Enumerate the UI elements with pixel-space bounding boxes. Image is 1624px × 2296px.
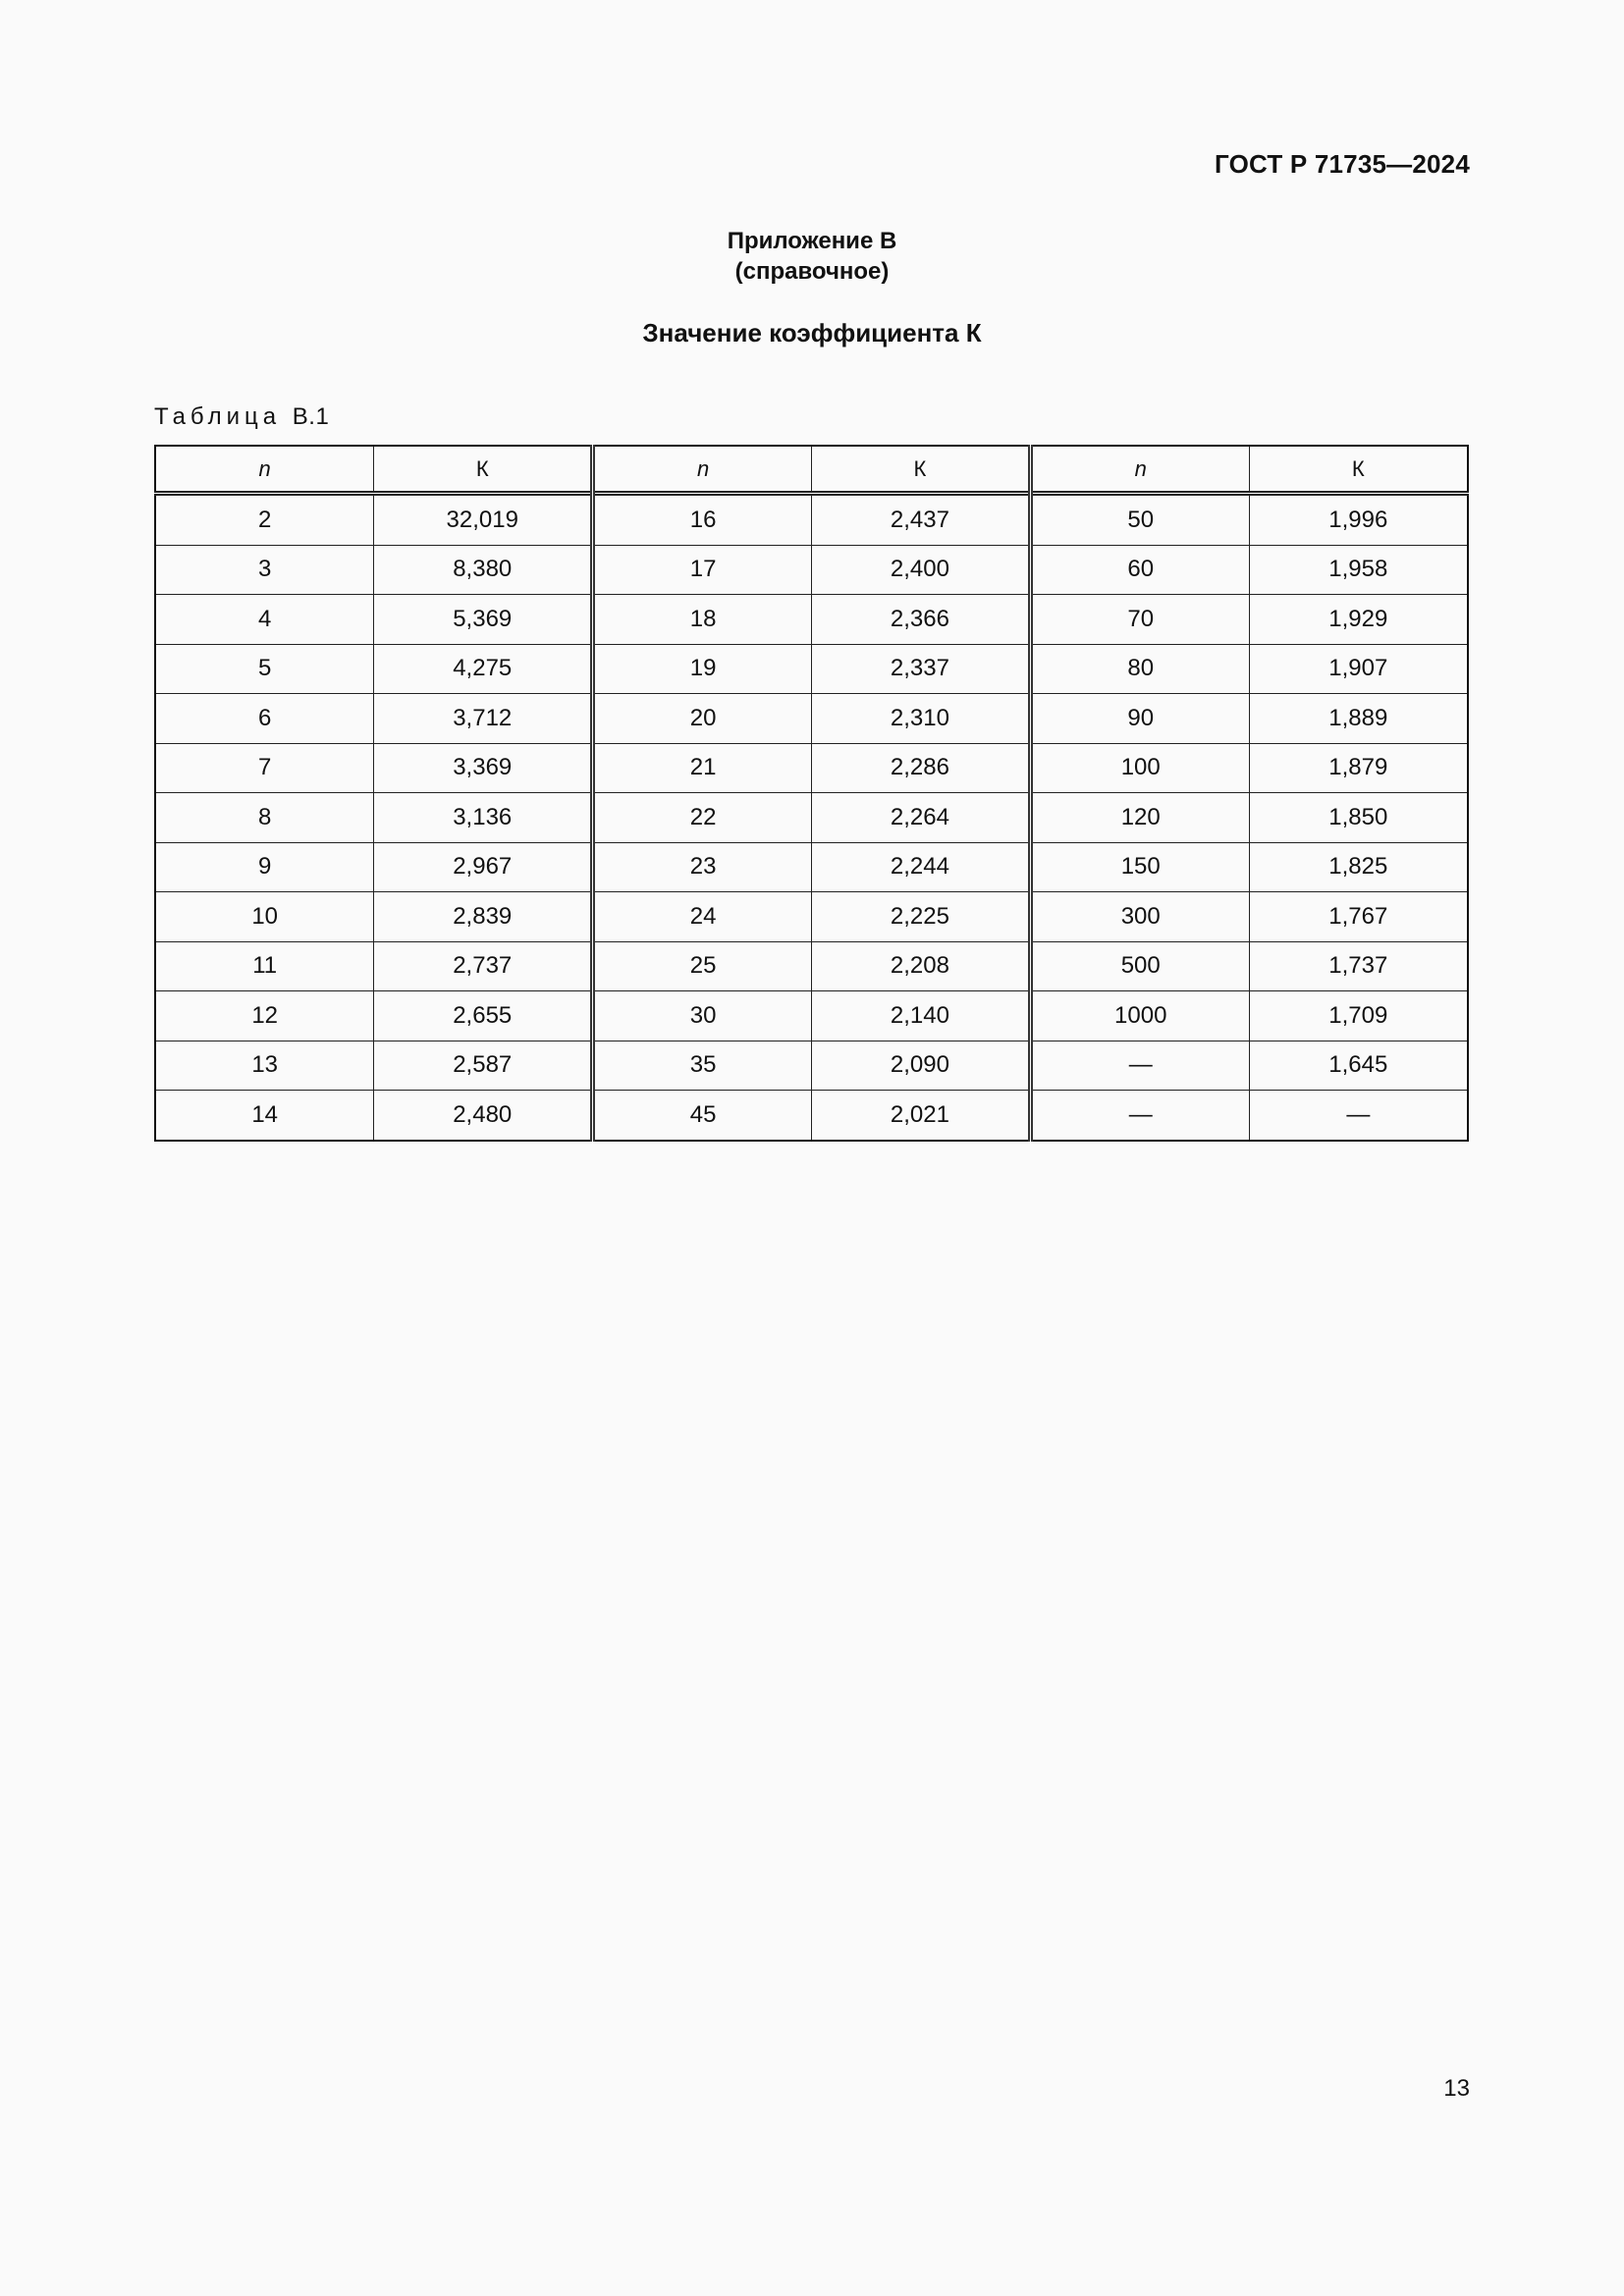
cell-k: 2,310 (811, 694, 1030, 744)
cell-n: 14 (155, 1091, 374, 1141)
cell-k: 2,286 (811, 743, 1030, 793)
cell-n: 23 (593, 842, 812, 892)
cell-k: 2,587 (374, 1041, 593, 1091)
cell-k: 1,709 (1249, 991, 1468, 1041)
cell-n: 70 (1030, 595, 1249, 645)
column-header-k: К (811, 446, 1030, 494)
table-row (155, 941, 1468, 991)
cell-k: 1,737 (1249, 941, 1468, 991)
cell-k: 3,369 (374, 743, 593, 793)
table-row (155, 595, 1468, 645)
cell-k: 3,136 (374, 793, 593, 843)
cell-n: 300 (1030, 892, 1249, 942)
cell-n: 90 (1030, 694, 1249, 744)
table-row (155, 694, 1468, 744)
coefficient-table (154, 445, 1469, 1142)
cell-k: 1,958 (1249, 545, 1468, 595)
table-row (155, 494, 1468, 546)
cell-k: 1,825 (1249, 842, 1468, 892)
cell-n: 13 (155, 1041, 374, 1091)
cell-n: 500 (1030, 941, 1249, 991)
cell-k: 1,850 (1249, 793, 1468, 843)
document-code: ГОСТ Р 71735—2024 (1215, 149, 1470, 179)
column-header-n: n (1030, 446, 1249, 494)
cell-n: 80 (1030, 644, 1249, 694)
cell-n: 24 (593, 892, 812, 942)
cell-k: 3,712 (374, 694, 593, 744)
table-row (155, 991, 1468, 1041)
cell-n: 2 (155, 494, 374, 546)
cell-k: 1,929 (1249, 595, 1468, 645)
appendix-status: (справочное) (734, 258, 890, 285)
cell-k: 2,337 (811, 644, 1030, 694)
appendix-heading (0, 226, 1624, 287)
column-header-n: n (155, 446, 374, 494)
cell-k: 2,366 (811, 595, 1030, 645)
section-title: Значение коэффициента К (642, 318, 982, 347)
column-header-n: n (593, 446, 812, 494)
cell-k: 2,437 (811, 494, 1030, 546)
column-header-k: К (374, 446, 593, 494)
cell-k: 1,879 (1249, 743, 1468, 793)
cell-n: 19 (593, 644, 812, 694)
cell-k: 4,275 (374, 644, 593, 694)
cell-n: 9 (155, 842, 374, 892)
table-caption-word: Таблица (154, 403, 282, 430)
cell-n: 21 (593, 743, 812, 793)
cell-k: 2,400 (811, 545, 1030, 595)
cell-k: 2,208 (811, 941, 1030, 991)
cell-k: 2,244 (811, 842, 1030, 892)
cell-k: 32,019 (374, 494, 593, 546)
cell-n: 60 (1030, 545, 1249, 595)
cell-k: 1,645 (1249, 1041, 1468, 1091)
cell-n: 16 (593, 494, 812, 546)
table-header-row (155, 446, 1468, 494)
cell-n: 150 (1030, 842, 1249, 892)
cell-n: 6 (155, 694, 374, 744)
cell-n: 17 (593, 545, 812, 595)
cell-n: 22 (593, 793, 812, 843)
cell-n: 25 (593, 941, 812, 991)
cell-n: 35 (593, 1041, 812, 1091)
cell-k: 1,889 (1249, 694, 1468, 744)
table-row (155, 545, 1468, 595)
table-row (155, 892, 1468, 942)
table-row (155, 644, 1468, 694)
cell-n: — (1030, 1041, 1249, 1091)
cell-n: 20 (593, 694, 812, 744)
cell-n: 4 (155, 595, 374, 645)
column-header-k: К (1249, 446, 1468, 494)
cell-k: — (1249, 1091, 1468, 1141)
cell-n: 7 (155, 743, 374, 793)
table-caption (154, 403, 329, 431)
cell-n: 50 (1030, 494, 1249, 546)
cell-k: 5,369 (374, 595, 593, 645)
cell-n: 100 (1030, 743, 1249, 793)
table-row (155, 842, 1468, 892)
cell-n: 11 (155, 941, 374, 991)
table-body (155, 494, 1468, 1141)
cell-k: 2,021 (811, 1091, 1030, 1141)
cell-n: 18 (593, 595, 812, 645)
cell-k: 2,264 (811, 793, 1030, 843)
cell-k: 2,140 (811, 991, 1030, 1041)
table-row (155, 793, 1468, 843)
cell-n: 3 (155, 545, 374, 595)
cell-n: 5 (155, 644, 374, 694)
page-number: 13 (1443, 2075, 1470, 2102)
table-row (155, 743, 1468, 793)
cell-n: 1000 (1030, 991, 1249, 1041)
cell-k: 1,996 (1249, 494, 1468, 546)
cell-k: 2,480 (374, 1091, 593, 1141)
table-row (155, 1041, 1468, 1091)
cell-k: 2,225 (811, 892, 1030, 942)
cell-n: 8 (155, 793, 374, 843)
cell-n: 120 (1030, 793, 1249, 843)
cell-k: 8,380 (374, 545, 593, 595)
cell-n: 45 (593, 1091, 812, 1141)
cell-k: 2,655 (374, 991, 593, 1041)
appendix-title: Приложение В (727, 228, 897, 254)
cell-k: 2,967 (374, 842, 593, 892)
cell-k: 2,090 (811, 1041, 1030, 1091)
cell-k: 2,737 (374, 941, 593, 991)
cell-n: 12 (155, 991, 374, 1041)
cell-k: 2,839 (374, 892, 593, 942)
cell-n: — (1030, 1091, 1249, 1141)
cell-n: 30 (593, 991, 812, 1041)
table-caption-number: В.1 (292, 403, 330, 430)
table-row (155, 1091, 1468, 1141)
cell-k: 1,767 (1249, 892, 1468, 942)
cell-k: 1,907 (1249, 644, 1468, 694)
cell-n: 10 (155, 892, 374, 942)
